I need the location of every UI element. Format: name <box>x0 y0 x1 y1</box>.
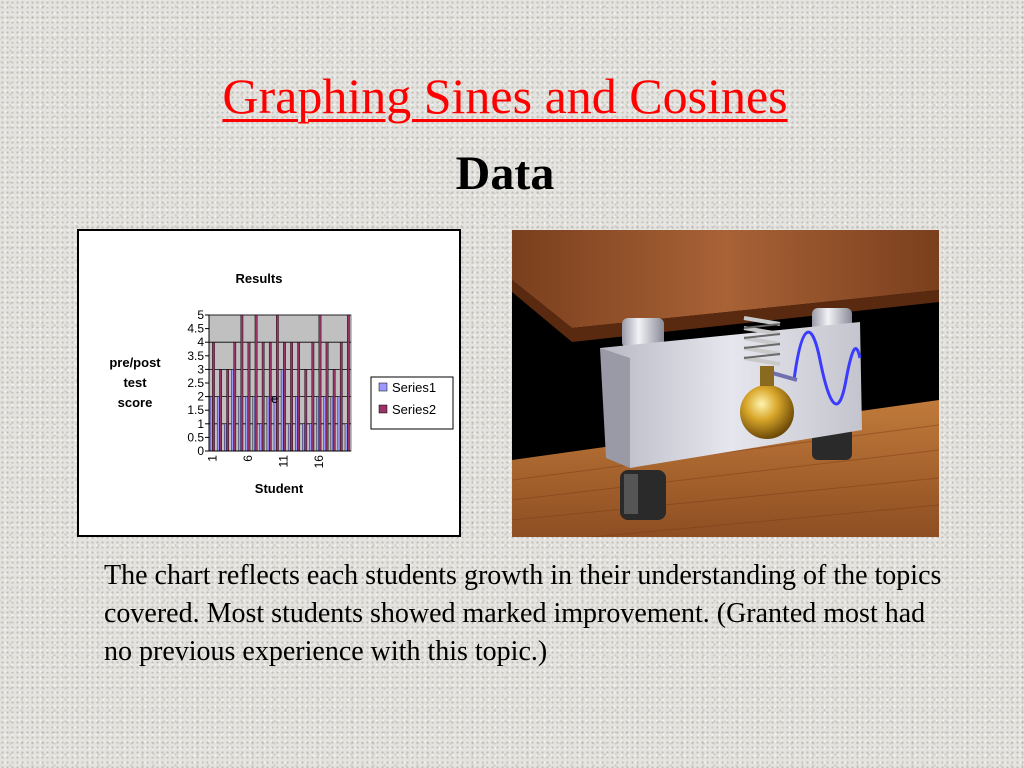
x-tick-label: 16 <box>312 455 327 469</box>
results-chart-svg <box>79 231 459 535</box>
bar-series1 <box>231 369 233 451</box>
x-tick-label: 6 <box>241 455 256 462</box>
bar-series1 <box>253 397 255 451</box>
bar-series1 <box>281 369 283 451</box>
chart-annotation: e <box>271 391 279 406</box>
bar-series2 <box>234 342 236 451</box>
y-tick-label: 2 <box>197 389 204 404</box>
bar-series2 <box>227 369 229 451</box>
legend-label: Series2 <box>392 402 437 417</box>
bar-series1 <box>224 424 226 451</box>
legend-swatch <box>379 383 387 391</box>
bar-series2 <box>283 342 285 451</box>
y-axis-label: test <box>123 375 147 390</box>
plot-area <box>209 315 351 451</box>
bar-series1 <box>260 424 262 451</box>
bar-series2 <box>340 342 342 451</box>
y-tick-label: 1 <box>197 416 204 431</box>
y-tick-label: 4.5 <box>187 321 204 336</box>
spring-mass-sine-icon <box>512 230 939 537</box>
bar-series2 <box>326 342 328 451</box>
bar-series1 <box>288 424 290 451</box>
bar-series1 <box>345 424 347 451</box>
y-tick-label: 5 <box>197 308 204 322</box>
results-chart <box>77 229 461 537</box>
y-tick-label: 2.5 <box>187 376 204 390</box>
bar-series2 <box>241 315 243 451</box>
bar-series1 <box>331 397 333 451</box>
bar-series2 <box>312 342 314 451</box>
bar-series2 <box>290 342 292 451</box>
slide-subtitle: Data <box>455 147 555 200</box>
bar-series1 <box>210 397 212 451</box>
x-axis-label: Student <box>254 481 304 496</box>
bar-series2 <box>276 315 278 451</box>
chart-title: Results <box>235 271 283 286</box>
bar-series2 <box>255 315 257 451</box>
bar-series2 <box>319 315 321 451</box>
bar-series1 <box>295 397 297 451</box>
bar-series2 <box>248 342 250 451</box>
bar-series1 <box>324 397 326 451</box>
bar-series2 <box>305 369 307 451</box>
bar-series1 <box>309 424 311 451</box>
bar-series2 <box>212 342 214 451</box>
slide-title: Graphing Sines and Cosines <box>222 68 788 124</box>
y-tick-label: 3.5 <box>187 348 204 363</box>
bar-series2 <box>298 342 300 451</box>
legend-swatch <box>379 405 387 413</box>
x-tick-label: 1 <box>205 455 220 462</box>
y-axis-label: score <box>117 395 153 410</box>
mass-ball <box>740 385 794 439</box>
y-tick-label: 4 <box>197 335 204 350</box>
slide-caption: The chart reflects each students growth in their understanding of the topics covered. Most students showed marked improvement. (Granted most had no previous experience with this topic.) <box>104 560 942 667</box>
bar-series2 <box>219 369 221 451</box>
y-tick-label: 0 <box>197 444 204 458</box>
bar-series1 <box>317 397 319 451</box>
y-tick-label: 1.5 <box>187 403 204 418</box>
x-tick-label: 11 <box>276 455 291 468</box>
y-tick-label: 0.5 <box>187 430 204 445</box>
bar-series1 <box>217 397 219 451</box>
bar-series1 <box>238 397 240 451</box>
y-tick-label: 3 <box>197 362 204 377</box>
legend-label: Series1 <box>392 380 437 395</box>
spring-mass-animation-image <box>512 230 939 537</box>
bar-series1 <box>267 397 269 451</box>
bar-series2 <box>262 342 264 451</box>
y-axis-label: pre/post <box>109 355 161 370</box>
bar-series1 <box>302 424 304 451</box>
bar-series1 <box>246 397 248 451</box>
bar-series2 <box>347 315 349 451</box>
bar-series1 <box>338 397 340 451</box>
bar-series2 <box>333 369 335 451</box>
